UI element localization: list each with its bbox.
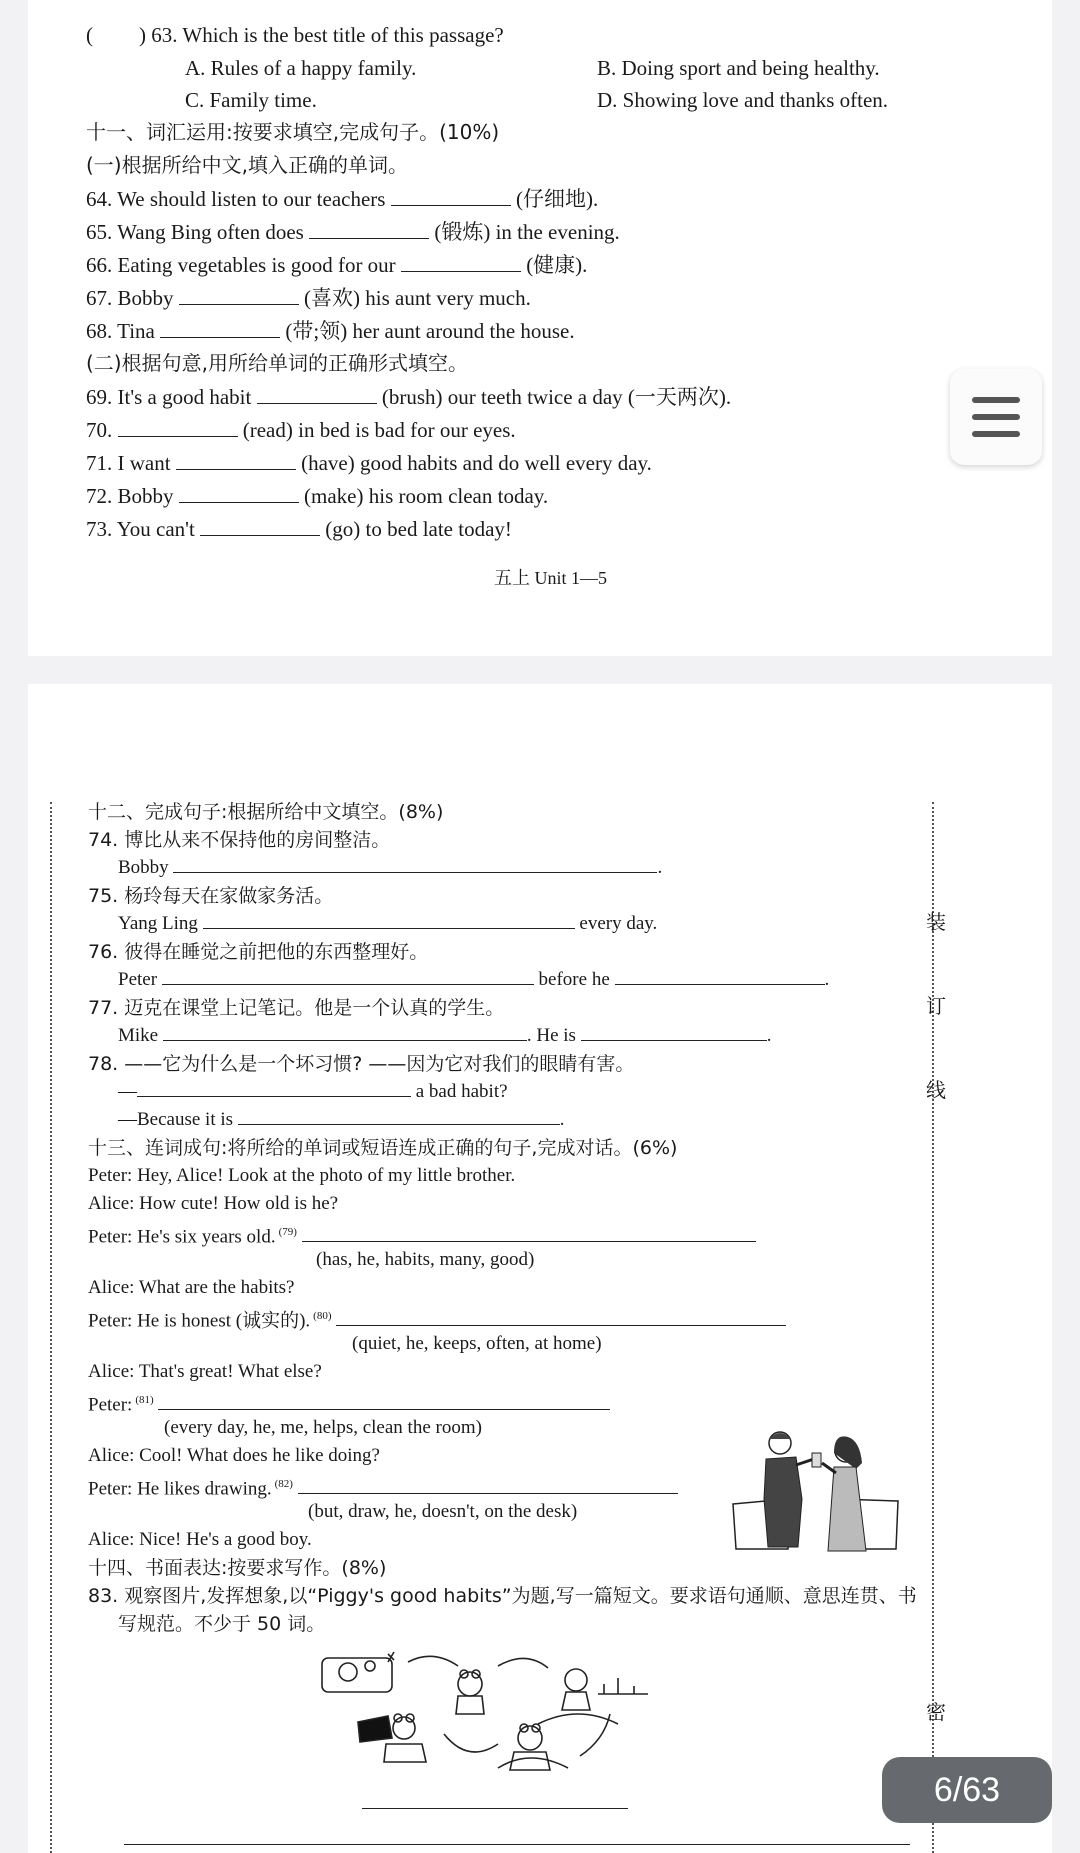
dialog-line: Alice: Nice! He's a good boy. [88, 1529, 312, 1550]
exam-page-top [28, 0, 1052, 656]
dialog-line: Alice: What are the habits? [88, 1277, 295, 1298]
q70: 70. (read) in bed is bad for our eyes. [86, 418, 516, 442]
q63-option-d: D. Showing love and thanks often. [597, 88, 889, 112]
q78-chinese: 78. ——它为什么是一个坏习惯? ——因为它对我们的眼睛有害。 [88, 1053, 635, 1075]
q75-english: Yang Ling every day. [118, 913, 658, 934]
q68: 68. Tina (带;领) her aunt around the house. [86, 319, 575, 343]
dialog-line: Peter: Hey, Alice! Look at the photo of my little brother. [88, 1165, 516, 1186]
section-13-heading: 十三、连词成句:将所给的单词或短语连成正确的句子,完成对话。(6%) [88, 1137, 678, 1159]
q83-prompt-line1: 83. 观察图片,发挥想象,以“Piggy's good habits”为题,写一篇短文。要求语句通顺、意思连贯、书 [88, 1585, 917, 1607]
q71: 71. I want (have) good habits and do well every day. [86, 451, 652, 475]
q74-chinese: 74. 博比从来不保持他的房间整洁。 [88, 829, 391, 851]
essay-title-line [362, 1808, 628, 1809]
q75-chinese: 75. 杨玲每天在家做家务活。 [88, 885, 334, 907]
essay-writing-line [124, 1844, 910, 1845]
q63-option-a: A. Rules of a happy family. [185, 56, 417, 80]
dialog-line-81: Peter: $^{(81)}$ [88, 1387, 610, 1418]
section-12-heading: 十二、完成句子:根据所给中文填空。(8%) [88, 801, 444, 823]
dialog-line: Alice: How cute! How old is he? [88, 1193, 339, 1214]
q66: 66. Eating vegetables is good for our (健康). [86, 253, 588, 277]
page-indicator: 6/63 [882, 1757, 1052, 1823]
binding-char: 装 [926, 910, 946, 934]
section-11-part-1: (一)根据所给中文,填入正确的单词。 [86, 153, 408, 177]
word-hint-79: (has, he, habits, many, good) [316, 1249, 535, 1270]
q67: 67. Bobby (喜欢) his aunt very much. [86, 286, 531, 310]
section-11-heading: 十一、词汇运用:按要求填空,完成句子。(10%) [86, 120, 500, 144]
piggy-habits-illustration [318, 1644, 738, 1784]
q72: 72. Bobby (make) his room clean today. [86, 484, 549, 508]
dialog-line-82: Peter: He likes drawing. $^{(82)}$ [88, 1471, 678, 1502]
q83-prompt-line2: 写规范。不少于 50 词。 [118, 1613, 326, 1635]
word-hint-81: (every day, he, me, helps, clean the room) [164, 1417, 482, 1438]
q78-question: — a bad habit? [118, 1081, 508, 1102]
binding-char: 线 [926, 1078, 946, 1102]
word-hint-80: (quiet, he, keeps, often, at home) [352, 1333, 602, 1354]
q63-question: ( ) 63. Which is the best title of this passage? [86, 23, 504, 47]
section-11-part-2: (二)根据句意,用所给单词的正确形式填空。 [86, 351, 468, 375]
left-margin-line [50, 802, 52, 1853]
exam-page-bottom [28, 684, 1052, 1853]
q77-chinese: 77. 迈克在课堂上记笔记。他是一个认真的学生。 [88, 997, 505, 1019]
page-footer: 五上 Unit 1—5 [494, 568, 608, 588]
dialog-line: Alice: That's great! What else? [88, 1361, 322, 1382]
q76-english: Peter before he . [118, 969, 830, 990]
q64: 64. We should listen to our teachers (仔细地). [86, 187, 599, 211]
q73: 73. You can't (go) to bed late today! [86, 517, 512, 541]
dialog-line: Alice: Cool! What does he like doing? [88, 1445, 380, 1466]
menu-button[interactable] [950, 369, 1042, 465]
q65: 65. Wang Bing often does (锻炼) in the evening. [86, 220, 620, 244]
q76-chinese: 76. 彼得在睡觉之前把他的东西整理好。 [88, 941, 429, 963]
dialog-line-79: Peter: He's six years old. $^{(79)}$ [88, 1219, 756, 1250]
q74-english: Bobby . [118, 857, 663, 878]
dialog-line-80: Peter: He is honest (诚实的). $^{(80)}$ [88, 1303, 786, 1334]
couple-photo-illustration [728, 1429, 908, 1554]
binding-char: 订 [926, 994, 946, 1018]
q78-answer: —Because it is . [118, 1109, 565, 1130]
q77-english: Mike . He is . [118, 1025, 772, 1046]
word-hint-82: (but, draw, he, doesn't, on the desk) [308, 1501, 578, 1522]
q63-option-b: B. Doing sport and being healthy. [597, 56, 880, 80]
section-14-heading: 十四、书面表达:按要求写作。(8%) [88, 1557, 387, 1579]
binding-char: 密 [926, 1700, 946, 1724]
q69: 69. It's a good habit (brush) our teeth twice a day (一天两次). [86, 385, 732, 409]
q63-option-c: C. Family time. [185, 88, 317, 112]
